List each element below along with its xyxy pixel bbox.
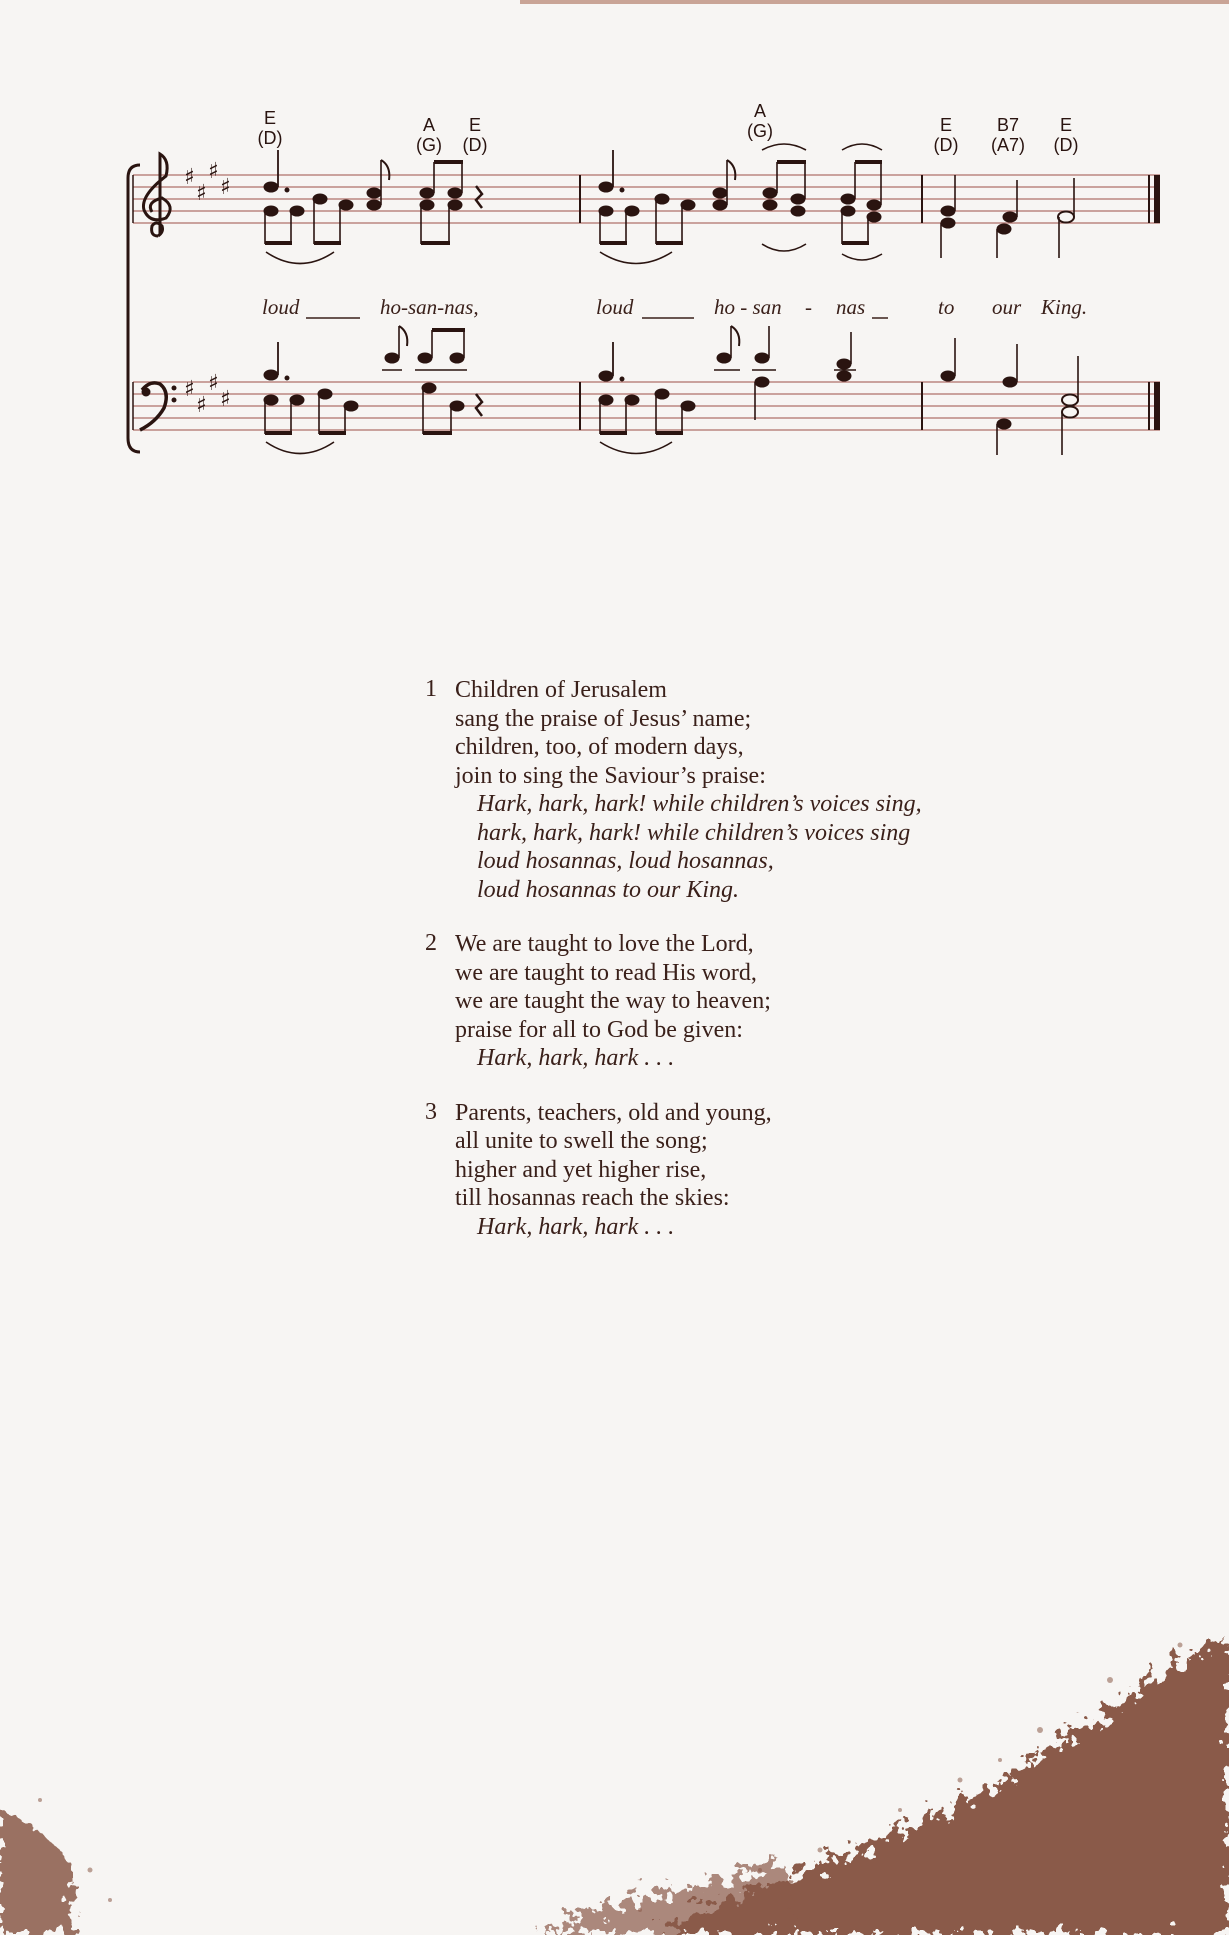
refrain-line: Hark, hark, hark! while children’s voices sing, xyxy=(477,791,922,817)
bass-measure-3 xyxy=(941,338,1078,455)
key-signature-sharps xyxy=(184,159,231,418)
bass-measure-2 xyxy=(599,326,856,454)
verse-line: children, too, of modern days, xyxy=(455,734,744,760)
svg-text:♯: ♯ xyxy=(196,393,207,418)
svg-text:♯: ♯ xyxy=(196,181,207,206)
treble-clef-icon xyxy=(143,154,170,236)
lyric-syllable: loud xyxy=(596,295,634,319)
verse-2 xyxy=(425,930,1025,1073)
refrain-line: loud hosannas, loud hosannas, xyxy=(477,848,774,874)
verse-3 xyxy=(425,1099,1025,1242)
lyric-syllable: our xyxy=(992,295,1022,319)
chord-symbol: E (D) xyxy=(462,115,488,155)
verse-line: all unite to swell the song; xyxy=(455,1128,708,1154)
verse-number: 2 xyxy=(425,930,437,956)
treble-measure-1 xyxy=(264,150,482,264)
verse-number: 1 xyxy=(425,676,437,702)
svg-text:♯: ♯ xyxy=(208,159,219,184)
lyric-syllable: ho-san-nas, xyxy=(380,295,479,319)
verse-number: 3 xyxy=(425,1098,437,1125)
lyric-extender xyxy=(306,316,360,320)
verse-line: Parents, teachers, old and young, xyxy=(455,1099,772,1126)
verse-line: Children of Jerusalem xyxy=(455,677,667,703)
verse-line: join to sing the Saviour’s praise: xyxy=(455,762,766,789)
lyric-syllable: loud xyxy=(262,295,300,319)
verse-line: we are taught to read His word, xyxy=(455,959,757,986)
verse-line: till hosannas reach the skies: xyxy=(455,1185,730,1211)
verse-1 xyxy=(425,676,1025,904)
svg-text:♯: ♯ xyxy=(184,377,195,402)
chord-symbol: E (D) xyxy=(257,108,283,148)
chord-symbol: E (D) xyxy=(1053,115,1079,155)
verse-line: praise for all to God be given: xyxy=(455,1016,743,1043)
lyric-syllable: to xyxy=(938,295,955,319)
music-score xyxy=(0,0,1229,480)
chord-symbol: A (G) xyxy=(416,115,442,155)
refrain-line: Hark, hark, hark . . . xyxy=(477,1045,675,1071)
chord-symbol: A (G) xyxy=(747,101,773,141)
svg-text:♯: ♯ xyxy=(220,387,231,412)
treble-measure-2 xyxy=(599,144,882,264)
svg-text:♯: ♯ xyxy=(220,175,231,200)
chord-symbol: E (D) xyxy=(933,115,959,155)
verse-line: we are taught the way to heaven; xyxy=(455,988,771,1014)
lyric-syllable: ho - san xyxy=(714,295,782,319)
verse-line: We are taught to love the Lord, xyxy=(455,931,754,957)
bass-measure-1 xyxy=(264,326,482,454)
refrain-line: Hark, hark, hark . . . xyxy=(477,1213,675,1240)
lyric-hyphen: - xyxy=(805,295,812,319)
refrain-line: loud hosannas to our King. xyxy=(477,876,740,903)
verse-line: higher and yet higher rise, xyxy=(455,1156,707,1183)
verse-line: sang the praise of Jesus’ name; xyxy=(455,705,752,732)
grunge-texture xyxy=(0,1550,1229,1935)
svg-text:♯: ♯ xyxy=(208,371,219,396)
refrain-line: hark, hark, hark! while children’s voices sing xyxy=(477,819,911,846)
chord-symbol: B7 (A7) xyxy=(990,115,1025,155)
lyric-syllable: nas xyxy=(836,295,866,319)
lyric-syllable: King. xyxy=(1041,295,1088,319)
verses-section xyxy=(425,676,1025,1267)
lyric-extender xyxy=(642,316,694,320)
svg-text:♯: ♯ xyxy=(184,165,195,190)
lyric-extender xyxy=(872,316,888,320)
